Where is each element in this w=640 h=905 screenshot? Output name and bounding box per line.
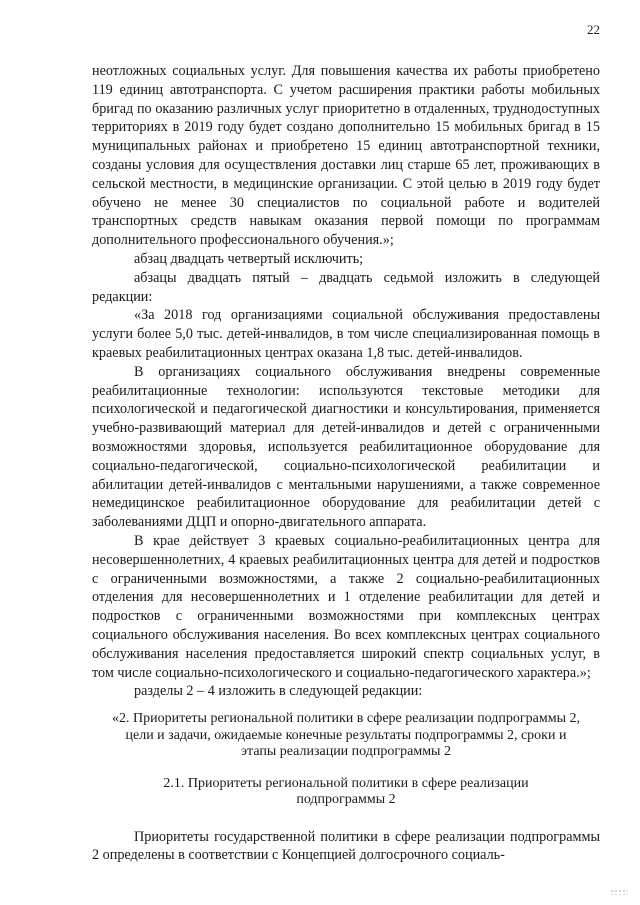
paragraph-rehab-technologies: В организациях социального обслуживания внедрены современные реабилитационные технологии: используются текстовые методики для психологической и педагогической диагностики и консультирования, применяется учебно-развивающий материал для детей-инвалидов и детей с ограниченными возможностями здоровья, используется реабилитационное оборудование для социально-педагогической, социально-психологической реабилитации и абилитации детей-инвалидов с ментальными нарушениями, а также современное немедицинское реабилитационное оборудование для реабилитации детей с заболеваниями ДЦП и опорно-двигательного аппарата.: [92, 363, 600, 531]
page-number: 22: [587, 22, 600, 37]
paragraph-sections-amend: разделы 2 – 4 изложить в следующей редакции:: [134, 683, 423, 700]
scan-speck: [610, 889, 628, 895]
paragraph-regional-centers: В крае действует 3 краевых социально-реабилитационных центра для несовершеннолетних, 4 краевых реабилитационных центра для детей и подростков с ограниченными возможностями, а также 2 социально-реабилитационных отделения для несовершеннолетних и 1 отделение реабилитации для детей и подростков с ограниченными возможностями при комплексных центрах социального обслуживания населения. Во всех комплексных центрах социального обслуживания населения предоставляется широкий спектр социальных услуг, в том числе социально-психологического и социально-педагогического характера.»;: [92, 532, 600, 681]
paragraph-continuation: неотложных социальных услуг. Для повышения качества их работы приобретено 119 единиц автотранспорта. С учетом расширения практики работы мобильных бригад по оказанию различных услуг приоритетно в отдаленных, труднодоступных территориях в 2019 году будет создано дополнительно 15 мобильных бригад в 15 муниципальных районах и приобретено 15 единиц автотранспортной техники, созданы условия для осуществления доставки лиц старше 65 лет, проживающих в сельской местности, в медицинские организации. С этой целью в 2019 году будет обучено не менее 30 специалистов по социальной работе и водителей транспортных средств навыкам оказания первой помощи по программам дополнительного профессионального обучения.»;: [92, 63, 600, 249]
paragraph-amend-25-27: абзацы двадцать пятый – двадцать седьмой изложить в следующей редакции:: [92, 269, 600, 305]
paragraph-priorities: Приоритеты государственной политики в сфере реализации подпрограммы 2 определены в соответствии с Концепцией долгосрочного социаль-: [92, 828, 600, 864]
paragraph-2018-services: «За 2018 год организациями социальной обслуживания предоставлены услуги более 5,0 тыс. детей-инвалидов, в том числе специализированная помощь в краевых реабилитационных центрах оказана 1,8 тыс. детей-инвалидов.: [92, 307, 600, 361]
document-body: [92, 62, 600, 865]
subsection-heading: 2.1. Приоритеты региональной политики в сфере реализации подпрограммы 2: [163, 775, 529, 808]
section-heading: «2. Приоритеты региональной политики в сфере реализации подпрограммы 2, цели и задачи, ожидаемые конечные результаты подпрограммы 2, сроки и этапы реализации подпрограммы 2: [112, 711, 580, 760]
paragraph-exclude-24: абзац двадцать четвертый исключить;: [134, 250, 364, 267]
